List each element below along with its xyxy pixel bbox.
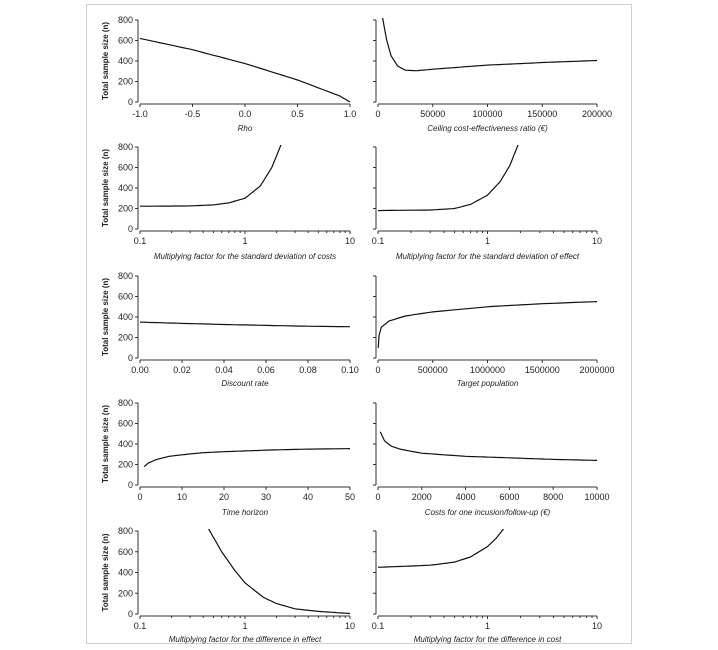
panel-5-x-tick-label: 0.02 [173,365,191,375]
panel-6-x-tick-label: 2000000 [579,365,615,375]
panel-5-y-tick-label: 800 [117,271,133,281]
panel-1-x-tick-label: -1.0 [132,109,148,119]
panel-6-x-tick-label: 1500000 [524,365,560,375]
panel-7-x-tick-label: 50 [344,492,356,502]
panel-8-x-tick-label: 10000 [584,492,610,502]
panel-5-y-tick-label: 200 [117,332,133,343]
panel-4-x-tick-label: 10 [591,236,603,246]
panel-5-y-tick-label: 400 [117,312,133,322]
panel-1-x-tick-label: -0.5 [184,109,201,119]
panel-7-y-label: Total sample size (n) [101,404,110,484]
panel-3-y-tick-label: 400 [117,183,133,193]
panel-6-x-tick-label: 1000000 [469,365,506,375]
panel-8-x-tick-label: 8000 [543,492,564,502]
panel-3-y-tick-label: 0 [127,224,133,234]
panel-6-series-line [378,302,597,348]
panel-9-x-tick-label: 0.1 [133,621,147,631]
panel-2-x-label: Ceiling cost-effectiveness ratio (€) [427,124,548,133]
panel-1-y-tick-label: 0 [127,97,133,107]
panel-9-series-line [209,529,350,614]
panel-7-x-tick-label: 0 [137,492,143,502]
panel-8-x-tick-label: 2000 [411,492,432,502]
panel-10-x-tick-label: 0.1 [371,621,385,631]
panel-8-x-tick-label: 0 [375,492,381,502]
panel-10-x-tick-label: 1 [484,621,491,631]
panel-5-x-tick-label: 0.08 [299,365,317,375]
panel-2-x-tick-label: 200000 [581,109,613,119]
panel-2-series-line [382,17,597,71]
panel-3-y-tick-label: 200 [117,203,133,214]
panel-10-x-label: Multiplying factor for the difference in cost [413,635,562,644]
panel-1-series-line [140,38,350,102]
panel-7-x-label: Time horizon [221,508,269,517]
panel-8-x-tick-label: 6000 [499,492,520,502]
panel-3-y-label: Total sample size (n) [101,148,110,228]
panel-2-x-tick-label: 50000 [420,109,446,119]
panel-9-x-label: Multiplying factor for the difference in effect [168,635,322,644]
panel-1-y-tick-label: 400 [117,56,133,66]
panel-3-series-line [140,145,281,206]
panel-1-y-tick-label: 200 [117,76,133,87]
panel-7-y-tick-label: 600 [117,418,133,429]
panel-2-x-tick-label: 150000 [527,109,558,119]
panel-3-y-tick-label: 600 [117,162,133,173]
panel-2-x-tick-label: 0 [375,109,381,119]
panel-5-y-tick-label: 0 [127,353,133,363]
panel-5-x-label: Discount rate [221,379,269,388]
panel-8-x-tick-label: 4000 [455,492,476,502]
panel-6-x-tick-label: 0 [375,365,381,375]
panel-1-x-tick-label: 0.0 [238,109,252,119]
panel-9-y-tick-label: 200 [117,588,133,599]
panel-9-y-label: Total sample size (n) [101,533,110,612]
panel-9-x-tick-label: 10 [344,621,356,631]
panel-7-x-tick-label: 30 [260,492,272,502]
panel-1-y-label: Total sample size (n) [101,21,110,101]
panel-7-y-tick-label: 0 [127,480,133,490]
panel-3-x-tick-label: 1 [242,236,248,246]
panel-9-y-tick-label: 0 [127,609,133,619]
panel-6-x-label: Target population [456,379,519,388]
panel-5-x-tick-label: 0.10 [341,365,359,375]
panel-4-x-label: Multiplying factor for the standard deviation of effect [395,252,580,261]
panel-8-series-line [380,432,597,461]
panel-5-y-label: Total sample size (n) [101,277,110,357]
panel-7-y-tick-label: 400 [117,439,133,449]
panel-9-y-tick-label: 600 [117,546,133,557]
panel-7-x-tick-label: 10 [176,492,188,502]
panel-3-y-tick-label: 800 [117,142,133,152]
panel-5-x-tick-label: 0.00 [131,365,149,375]
panel-10-series-line [378,529,504,567]
panel-7-y-tick-label: 800 [117,398,133,408]
panel-5-y-tick-label: 600 [117,291,133,302]
panel-3-x-label: Multiplying factor for the standard deviation of costs [153,252,337,261]
panel-1-x-label: Rho [237,124,253,133]
panel-5-x-tick-label: 0.06 [257,365,275,375]
panel-5-x-tick-label: 0.04 [215,365,233,375]
panel-3-x-tick-label: 0.1 [133,236,147,246]
panel-1-x-tick-label: 0.5 [291,109,304,119]
panel-7-series-line [144,449,350,467]
panel-4-series-line [378,145,518,211]
panel-9-y-tick-label: 800 [117,526,133,536]
panel-1-y-tick-label: 600 [117,35,133,46]
panel-1-x-tick-label: 1.0 [343,109,357,119]
panel-7-x-tick-label: 20 [218,492,230,502]
panel-6-x-tick-label: 500000 [417,365,448,375]
panel-4-x-tick-label: 1 [484,236,491,246]
panel-4-x-tick-label: 0.1 [371,236,385,246]
panel-10-x-tick-label: 10 [591,621,603,631]
panel-8-x-label: Costs for one incusion/follow-up (€) [424,508,551,517]
panel-1-y-tick-label: 800 [117,15,133,25]
panel-9-x-tick-label: 1 [242,621,248,631]
panel-7-y-tick-label: 200 [117,459,133,470]
panel-3-x-tick-label: 10 [344,236,356,246]
panel-5-series-line [140,322,350,327]
panel-7-x-tick-label: 40 [302,492,314,502]
panel-9-y-tick-label: 400 [117,567,133,578]
panel-2-x-tick-label: 100000 [472,109,503,119]
